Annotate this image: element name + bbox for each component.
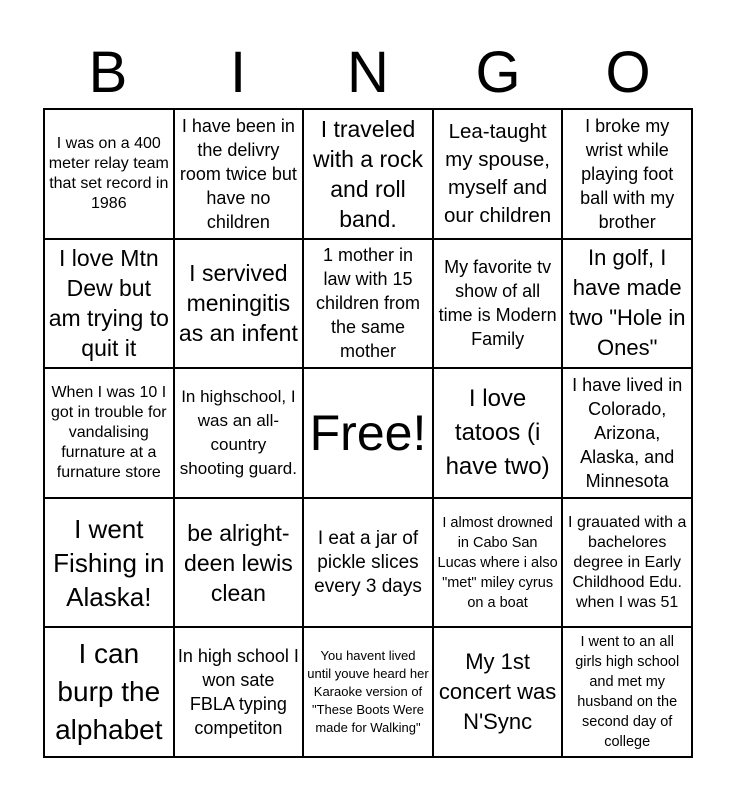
cell-text: I have been in the delivry room twice but have no children <box>179 115 297 232</box>
cell-text: I love tatoos (i have two) <box>445 384 550 480</box>
cell-text: In golf, I have made two "Hole in Ones" <box>568 245 686 361</box>
bingo-cell[interactable] <box>44 109 174 239</box>
bingo-cell[interactable] <box>174 239 304 369</box>
header-letter-n: N <box>347 40 389 105</box>
cell-text: I can burp the alphabet <box>55 638 163 746</box>
bingo-cell[interactable] <box>562 368 692 498</box>
cell-text: I broke my wrist while playing foot ball with my brother <box>580 115 675 232</box>
bingo-card <box>43 108 693 758</box>
bingo-cell[interactable] <box>433 368 563 498</box>
cell-text: My 1st concert was N'Sync <box>438 649 557 735</box>
bingo-cell[interactable] <box>174 109 304 239</box>
cell-text: I was on a 400 meter relay team that set record in 1986 <box>48 134 169 212</box>
bingo-cell[interactable] <box>433 498 563 628</box>
cell-text: You havent lived until youve heard her Karaoke version of "These Boots Were made for Walking" <box>307 648 429 736</box>
cell-text: Lea-taught my spouse, myself and our children <box>444 119 552 227</box>
bingo-header <box>43 38 693 108</box>
header-letter-b: B <box>88 40 128 105</box>
bingo-cell[interactable] <box>303 627 433 757</box>
bingo-cell[interactable] <box>433 239 563 369</box>
bingo-cell[interactable] <box>303 109 433 239</box>
cell-text: When I was 10 I got in trouble for vandalising furnature at a furnature store <box>50 383 167 481</box>
bingo-cell[interactable] <box>433 109 563 239</box>
cell-text: In highschool, I was an all-country shooting guard. <box>179 386 297 478</box>
header-letter-i: I <box>229 40 247 105</box>
bingo-cell[interactable] <box>174 627 304 757</box>
bingo-cell[interactable] <box>562 109 692 239</box>
cell-text: I servived meningitis as an infent <box>178 260 298 347</box>
free-text: Free! <box>309 404 427 461</box>
header-letter-o: O <box>605 40 651 105</box>
bingo-cell[interactable] <box>44 498 174 628</box>
cell-text: I almost drowned in Cabo San Lucas where i also "met" miley cyrus on a boat <box>437 514 558 611</box>
bingo-cell[interactable] <box>303 498 433 628</box>
cell-text: be alright-deen lewis clean <box>184 519 293 606</box>
bingo-cell[interactable] <box>303 239 433 369</box>
free-cell[interactable] <box>303 368 433 498</box>
cell-text: I grauated with a bachelores degree in Early Childhood Edu. when I was 51 <box>568 513 687 611</box>
cell-text: I have lived in Colorado, Arizona, Alaska, and Minnesota <box>572 374 683 491</box>
cell-text: I went Fishing in Alaska! <box>53 513 165 612</box>
bingo-cell[interactable] <box>44 239 174 369</box>
bingo-cell[interactable] <box>433 627 563 757</box>
bingo-cell[interactable] <box>174 368 304 498</box>
bingo-cell[interactable] <box>562 498 692 628</box>
cell-text: I love Mtn Dew but am trying to quit it <box>48 245 169 362</box>
bingo-cell[interactable] <box>562 239 692 369</box>
cell-text: My favorite tv show of all time is Modern Family <box>438 257 557 350</box>
bingo-cell[interactable] <box>44 368 174 498</box>
cell-text: I eat a jar of pickle slices every 3 days <box>314 527 422 597</box>
cell-text: 1 mother in law with 15 children from the same mother <box>315 245 421 362</box>
cell-text: In high school I won sate FBLA typing competiton <box>177 646 299 739</box>
cell-text: I traveled with a rock and roll band. <box>313 115 423 232</box>
cell-text: I went to an all girls high school and met my husband on the second day of college <box>575 634 680 751</box>
bingo-cell[interactable] <box>44 627 174 757</box>
header-letter-g: G <box>475 40 521 105</box>
bingo-cell[interactable] <box>174 498 304 628</box>
bingo-cell[interactable] <box>562 627 692 757</box>
